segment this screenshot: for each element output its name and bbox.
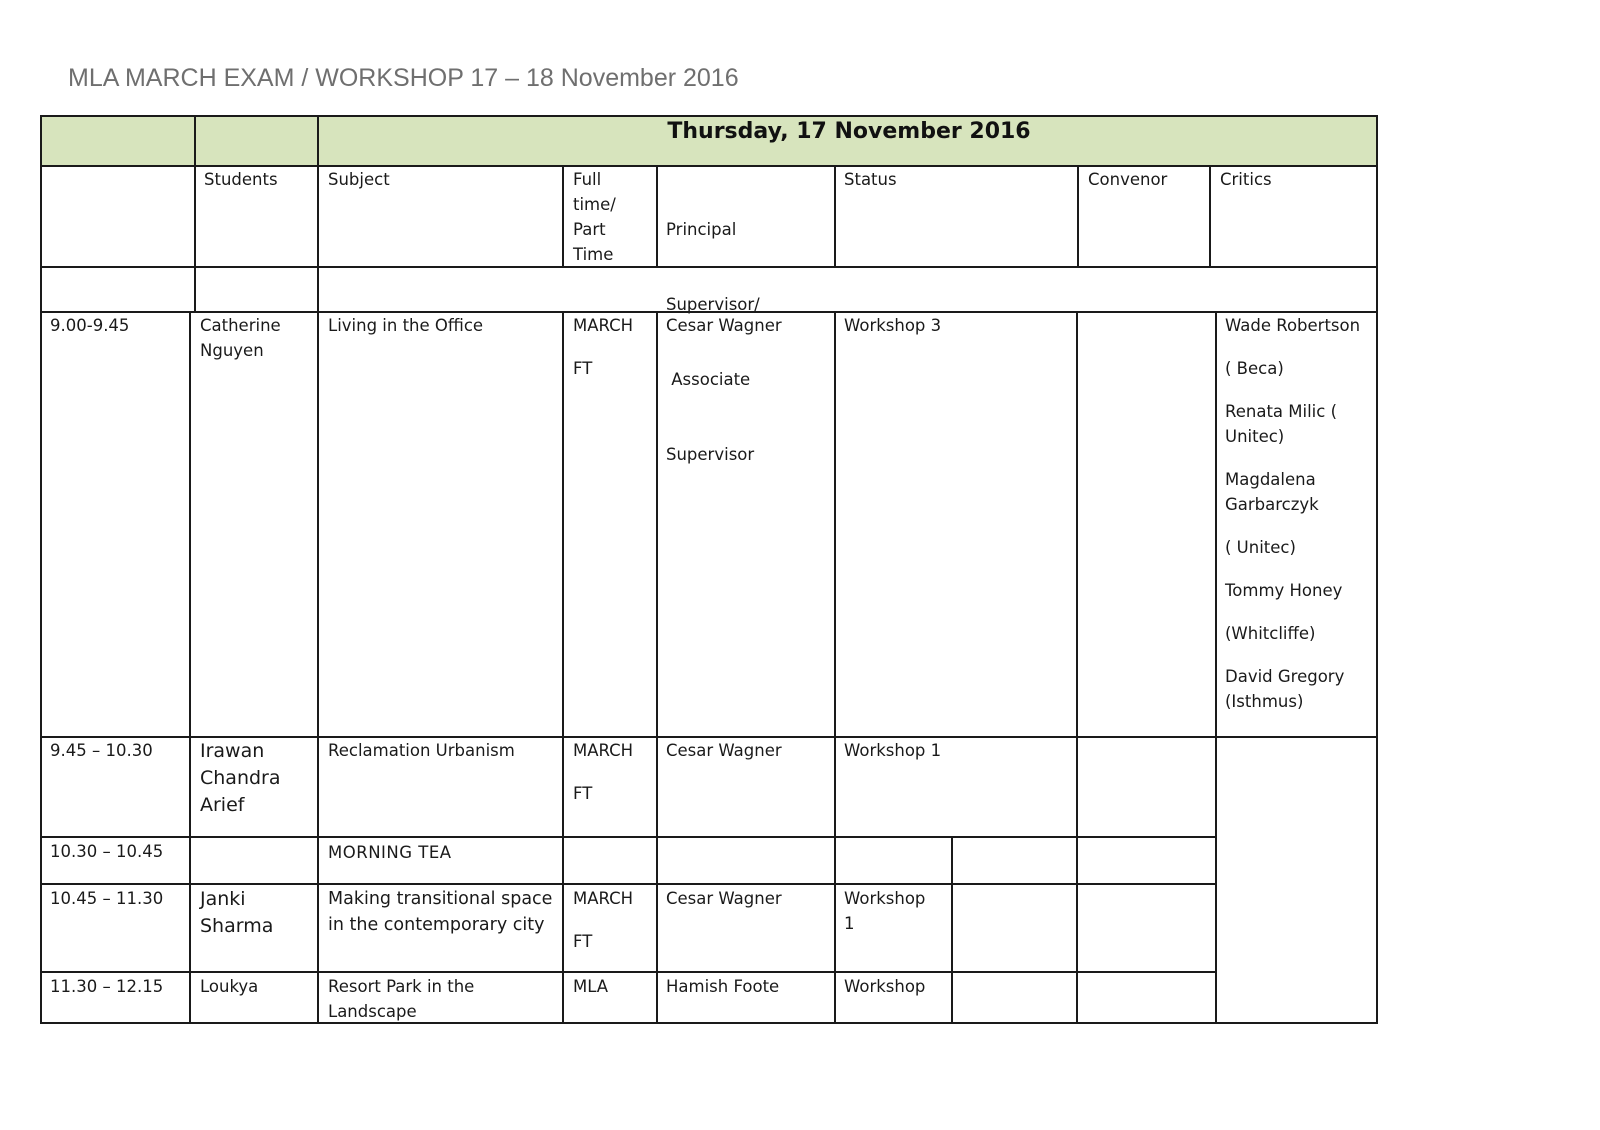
- critic-line: Renata Milic (: [1225, 402, 1338, 421]
- row-mode: [573, 886, 633, 954]
- student-line: Sharma: [200, 915, 274, 937]
- row-mode: [573, 313, 633, 381]
- critic-line: Magdalena: [1225, 470, 1316, 489]
- mode-line: MARCH: [573, 741, 634, 760]
- header-mode-line: Time: [573, 245, 614, 264]
- mode-line: MARCH: [573, 316, 634, 335]
- status-line: 1: [844, 914, 855, 933]
- critics-list: [1225, 313, 1360, 714]
- row-status: Workshop 1: [844, 741, 942, 760]
- header-supervisor-line: Supervisor: [666, 445, 755, 464]
- mode-line: FT: [573, 932, 593, 951]
- rule: [834, 165, 836, 267]
- header-mode-line: Part: [573, 220, 606, 239]
- student-line: Catherine: [200, 316, 281, 335]
- rule: [1215, 311, 1217, 1024]
- rule: [40, 836, 1217, 838]
- header-mode: [573, 167, 616, 267]
- rule: [189, 311, 191, 1024]
- row-status: Workshop: [844, 977, 926, 996]
- row-supervisor: Cesar Wagner: [666, 741, 782, 760]
- critic-line: ( Beca): [1225, 359, 1284, 378]
- subject-line: in the contemporary city: [328, 915, 545, 935]
- subject-line: Resort Park in the: [328, 977, 475, 996]
- row-subject: Reclamation Urbanism: [328, 741, 515, 760]
- header-students: Students: [204, 170, 278, 189]
- row-status: Workshop 3: [844, 316, 942, 335]
- critic-line: ( Unitec): [1225, 538, 1296, 557]
- rule: [656, 311, 658, 1024]
- row-time: 10.30 – 10.45: [50, 842, 164, 861]
- row-subject: [328, 974, 474, 1024]
- header-mode-line: Full: [573, 170, 602, 189]
- critic-line: Tommy Honey: [1225, 581, 1343, 600]
- rule: [40, 115, 42, 1024]
- student-line: Chandra: [200, 767, 281, 789]
- critic-line: Garbarczyk: [1225, 495, 1319, 514]
- header-supervisor-line: Principal: [666, 220, 737, 239]
- row-student: [200, 886, 273, 940]
- header-status: Status: [844, 170, 897, 189]
- row-subject: [328, 886, 552, 938]
- header-subject: Subject: [328, 170, 390, 189]
- row-time: 9.00-9.45: [50, 316, 130, 335]
- critic-line: (Isthmus): [1225, 692, 1304, 711]
- header-mode-line: time/: [573, 195, 616, 214]
- critic-line: Unitec): [1225, 427, 1285, 446]
- row-student: [200, 738, 281, 819]
- rule: [562, 165, 564, 267]
- row-status: [844, 886, 925, 936]
- mode-line: MARCH: [573, 889, 634, 908]
- row-time: 10.45 – 11.30: [50, 889, 164, 908]
- row-student: Loukya: [200, 977, 259, 996]
- critic-line: Wade Robertson: [1225, 316, 1361, 335]
- student-line: Nguyen: [200, 341, 264, 360]
- mode-line: FT: [573, 359, 593, 378]
- header-critics: Critics: [1220, 170, 1272, 189]
- rule: [40, 115, 1378, 117]
- rule: [194, 115, 196, 311]
- row-time: 9.45 – 10.30: [50, 741, 153, 760]
- rule: [562, 311, 564, 1024]
- row-mode: [573, 738, 633, 806]
- row-student: [200, 313, 281, 363]
- rule: [1077, 165, 1079, 267]
- student-line: Janki: [200, 888, 246, 910]
- header-convenor: Convenor: [1088, 170, 1168, 189]
- mode-line: FT: [573, 784, 593, 803]
- status-line: Workshop: [844, 889, 926, 908]
- day-heading: Thursday, 17 November 2016: [667, 119, 1031, 144]
- row-subject: Living in the Office: [328, 316, 484, 335]
- subject-line: Landscape: [328, 1002, 417, 1021]
- rule: [1209, 165, 1211, 267]
- row-supervisor: Cesar Wagner: [666, 316, 782, 335]
- critic-line: (Whitcliffe): [1225, 624, 1316, 643]
- row-supervisor: Cesar Wagner: [666, 889, 782, 908]
- document-title: MLA MARCH EXAM / WORKSHOP 17 – 18 November 2016: [68, 64, 739, 92]
- row-mode: MLA: [573, 977, 609, 996]
- rule: [40, 971, 1217, 973]
- rule: [951, 836, 953, 1024]
- rule: [834, 311, 836, 1024]
- header-supervisor-line: Associate: [666, 370, 751, 389]
- header-supervisor-line: Supervisor/: [666, 295, 760, 314]
- rule: [40, 1022, 1378, 1024]
- rule: [1076, 311, 1078, 1024]
- row-subject: MORNING TEA: [328, 843, 452, 862]
- rule: [317, 115, 319, 1024]
- row-time: 11.30 – 12.15: [50, 977, 164, 996]
- subject-line: Making transitional space: [328, 889, 553, 909]
- rule: [1376, 115, 1378, 1024]
- student-line: Irawan: [200, 740, 265, 762]
- row-supervisor: Hamish Foote: [666, 977, 780, 996]
- critic-line: David Gregory: [1225, 667, 1345, 686]
- student-line: Arief: [200, 794, 245, 816]
- rule: [656, 165, 658, 267]
- rule: [40, 883, 1217, 885]
